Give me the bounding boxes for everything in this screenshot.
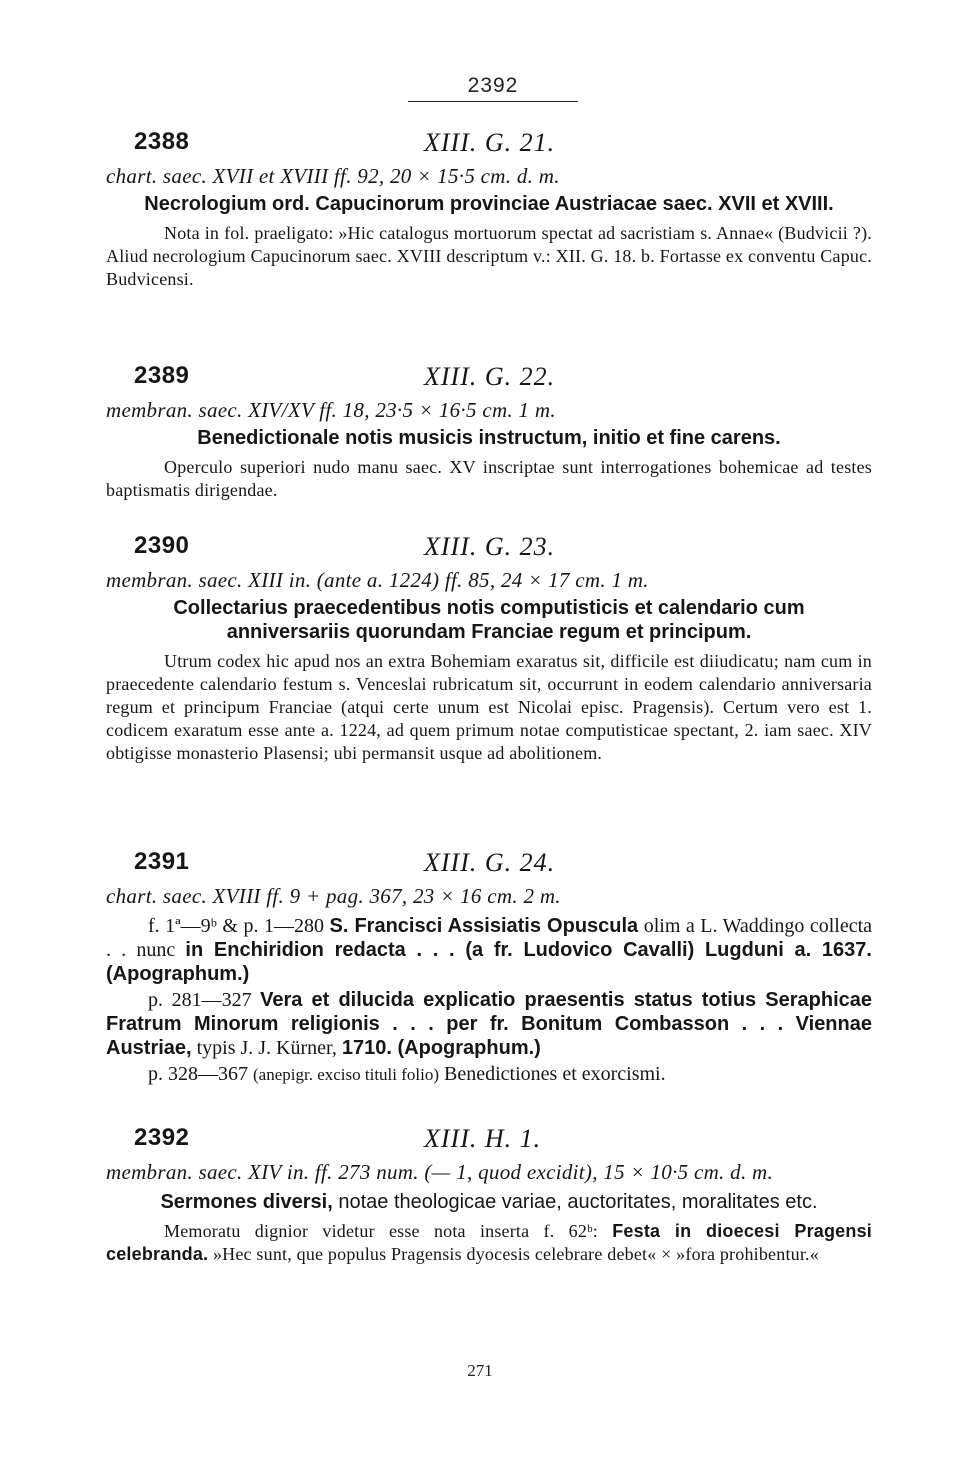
physical-description: membran. saec. XIV/XV ff. 18, 23·5 × 16·5 cm. 1 m. <box>106 398 556 422</box>
content-paragraph <box>106 914 872 986</box>
entry-number: 2392 <box>134 1124 190 1151</box>
shelfmark: XIII. G. 24. <box>424 848 556 877</box>
work-title: in Enchiridion redacta . . . (a fr. Ludovico Cavalli) Lugduni a. 1637. (Apographum.) <box>106 939 872 985</box>
content-paragraph <box>106 1062 872 1087</box>
entry-heading <box>106 532 872 566</box>
entry-number: 2390 <box>134 532 190 559</box>
entry-number: 2388 <box>134 128 190 155</box>
running-head-number: 2392 <box>467 74 519 97</box>
note-text: »Hec sunt, que populus Pragensis dyocesis celebrare debet« × »fora prohibentur.« <box>212 1244 819 1264</box>
shelfmark: XIII. G. 22. <box>424 362 556 391</box>
shelfmark: XIII. G. 21. <box>424 128 556 157</box>
catalog-entry <box>106 362 872 502</box>
entry-note: Utrum codex hic apud nos an extra Bohemiam exaratus sit, difficile est diiudicatu; nam cum in praecedente calendario festum s. Venceslai rubricatum sit, occurrunt in eodem calendario anniversaria regum et principum Franciae (atqui certe unum est Nicolai episc. Pragensis). Certum vero est 1. codicem exaratum esse ante a. 1224, ad quem primum notae computisticae spectant, 2. iam saec. XIV obtigisse monasterio Plasensi; ubi permansit usque ad abolitionem. <box>106 651 872 763</box>
physical-description: membran. saec. XIV in. ff. 273 num. (— 1, quod excidit), 15 × 10·5 cm. d. m. <box>106 1160 774 1184</box>
folio-range: f. 1ª—9ᵇ & p. 1—280 <box>148 915 324 937</box>
catalog-entry <box>106 1124 872 1266</box>
entry-number: 2389 <box>134 362 190 389</box>
entry-number: 2391 <box>134 848 190 875</box>
work-title: 1710. (Apographum.) <box>341 1037 541 1059</box>
folio-range: p. 281—327 <box>148 989 252 1011</box>
entry-title-bold: Sermones diversi, <box>160 1191 333 1213</box>
entry-title: Necrologium ord. Capucinorum provinciae Austriacae saec. XVII et XVIII. <box>144 193 834 215</box>
physical-description: chart. saec. XVII et XVIII ff. 92, 20 × 15·5 cm. d. m. <box>106 164 560 188</box>
entry-title-rest: notae theologicae variae, auctoritates, moralitates etc. <box>338 1191 818 1213</box>
entry-heading <box>106 128 872 162</box>
entry-note: Operculo superiori nudo manu saec. XV inscriptae sunt interrogationes bohemicae ad testes baptismatis dirigendae. <box>106 457 872 500</box>
entry-heading <box>106 848 872 882</box>
entry-note <box>106 1220 872 1266</box>
entry-title: Benedictionale notis musicis instructum, initio et fine carens. <box>197 427 781 449</box>
header-rule <box>408 101 578 102</box>
folio-range: p. 328—367 <box>148 1063 248 1085</box>
content-paragraph <box>106 988 872 1060</box>
entry-title: Collectarius praecedentibus notis computisticis et calendario cum anniversariis quorundam Franciae regum et principum. <box>173 597 805 643</box>
page-number: 271 <box>467 1361 493 1380</box>
work-title: S. Francisci Assisiatis Opuscula <box>329 915 639 937</box>
physical-description: membran. saec. XIII in. (ante a. 1224) ff. 85, 24 × 17 cm. 1 m. <box>106 568 649 592</box>
catalog-entry <box>106 128 872 291</box>
shelfmark: XIII. H. 1. <box>424 1124 542 1153</box>
entry-title <box>106 1190 872 1214</box>
entry-heading <box>106 1124 872 1158</box>
note-bold-text: Festa in dioecesi Pragensi celebranda. <box>106 1221 872 1264</box>
shelfmark: XIII. G. 23. <box>424 532 556 561</box>
entry-heading <box>106 362 872 396</box>
content-text: Benedictiones et exorcismi. <box>444 1063 666 1085</box>
content-text: olim a L. Waddingo collecta . . nunc <box>106 915 873 961</box>
content-text: typis J. J. Kürner, <box>196 1037 337 1059</box>
content-small-text: (anepigr. exciso tituli folio) <box>253 1065 440 1084</box>
physical-description: chart. saec. XVIII ff. 9 + pag. 367, 23 × 16 cm. 2 m. <box>106 884 561 908</box>
catalog-entry <box>106 532 872 765</box>
catalog-entry <box>106 848 872 1087</box>
work-title: Vera et dilucida explicatio praesentis status totius Seraphicae Fratrum Minorum religionis . . . per fr. Bonitum Combasson . . . Viennae Austriae, <box>106 989 873 1059</box>
note-text: Memoratu dignior videtur esse nota inserta f. 62ᵇ: <box>164 1221 598 1241</box>
entry-note: Nota in fol. praeligato: »Hic catalogus mortuorum spectat ad sacristiam s. Annae« (Budvicii ?). Aliud necrologium Capucinorum saec. XVIII descriptum v.: XII. G. 18. b. Fortasse ex conventu Capuc. Budvicensi. <box>106 223 872 289</box>
